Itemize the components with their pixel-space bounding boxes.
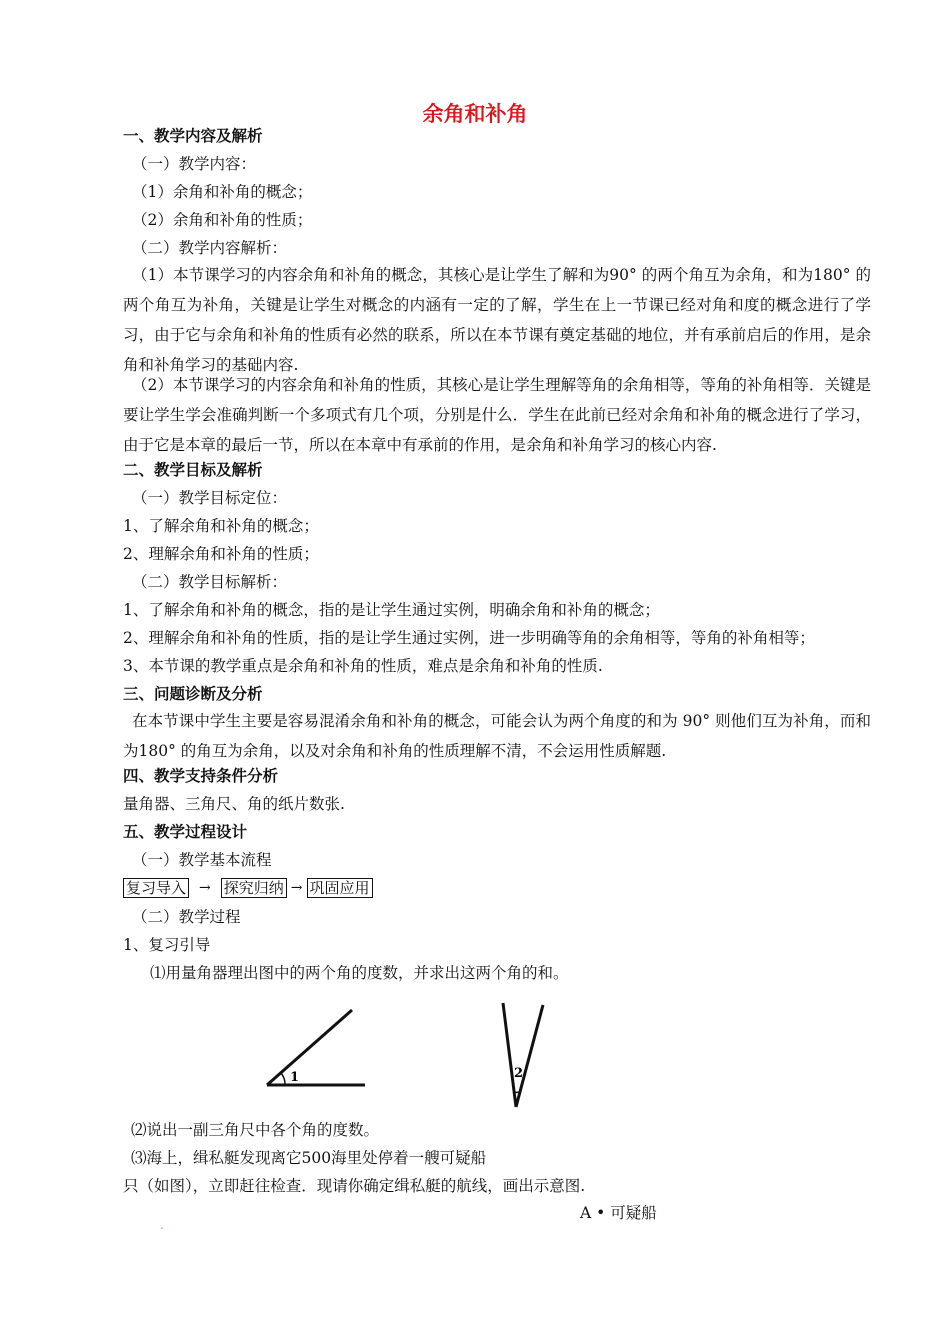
section-1-sub1: （一）教学内容：: [132, 155, 257, 173]
section-1-para2: （2）本节课学习的内容余角和补角的性质，其核心是让学生理解等角的余角相等，等角的补角相等．关键是要让学生学会准确判断一个多项式有几个项，分别是什么．学生在此前已经对余角和补角的概念进行了学习，由于它是本章的最后一节，所以在本章中有承前的作用，是余角和补角学习的核心内容.: [123, 376, 871, 454]
angle-figures: [250, 995, 550, 1115]
section-4-heading: 四、教学支持条件分析: [123, 767, 279, 785]
angle-1-figure: [267, 1010, 365, 1085]
section-2-item2: 2、理解余角和补角的性质；: [123, 545, 319, 563]
section-3-para: 在本节课中学生主要是容易混淆余角和补角的概念，可能会认为两个角度的和为 90° 则他们互为补角，而和为180° 的角互为余角，以及对余角和补角的性质理解不清，不会运用性质解题.: [123, 712, 871, 760]
section-2-item1: 1、了解余角和补角的概念；: [123, 517, 319, 535]
angle-2-figure: [503, 1003, 543, 1107]
section-4-text: 量角器、三角尺、角的纸片数张.: [123, 795, 345, 813]
section-5-sub2: （二）教学过程: [132, 908, 241, 926]
section-2-item4: 2、理解余角和补角的性质，指的是让学生通过实例，进一步明确等角的余角相等，等角的补角相等；: [123, 629, 815, 647]
section-5-sub1: （一）教学基本流程: [132, 851, 272, 869]
section-1-sub2: （二）教学内容解析：: [132, 239, 288, 257]
flow-step-review: 复习导入: [123, 878, 189, 898]
flow-arrow-icon: →: [199, 880, 211, 896]
section-2-sub1: （一）教学目标定位：: [132, 489, 288, 507]
flow-step-explore: 探究归纳: [221, 878, 287, 898]
page-title: 余角和补角: [422, 102, 528, 126]
section-1-item1: （1）余角和补角的概念；: [132, 183, 313, 201]
angle-1-label: 1: [290, 1070, 300, 1085]
question-3: ⑶海上，缉私艇发现离它500海里处停着一艘可疑船: [131, 1149, 487, 1167]
section-2-sub2: （二）教学目标解析：: [132, 573, 288, 591]
angle-2-label: 2: [514, 1066, 524, 1081]
teaching-flowchart: [123, 877, 373, 899]
question-3-continued: 只（如图），立即赶往检查．现请你确定缉私艇的航线，画出示意图.: [123, 1177, 586, 1195]
question-1: ⑴用量角器理出图中的两个角的度数，并求出这两个角的和。: [150, 964, 569, 982]
question-2: ⑵说出一副三角尺中各个角的度数。: [131, 1121, 380, 1139]
section-2-heading: 二、教学目标及解析: [123, 461, 263, 479]
section-1-item2: （2）余角和补角的性质；: [132, 211, 313, 229]
section-1-heading: 一、教学内容及解析: [123, 127, 263, 145]
section-2-item3: 1、了解余角和补角的概念，指的是让学生通过实例，明确余角和补角的概念；: [123, 601, 660, 619]
flow-step-apply: 巩固应用: [307, 878, 373, 898]
section-2-item5: 3、本节课的教学重点是余角和补角的性质，难点是余角和补角的性质.: [123, 657, 603, 675]
section-5-heading: 五、教学过程设计: [123, 823, 248, 841]
stray-mark: .: [160, 1218, 164, 1232]
section-3-heading: 三、问题诊断及分析: [123, 685, 263, 703]
flow-arrow-icon: →: [290, 880, 303, 896]
section-1-para1: （1）本节课学习的内容余角和补角的概念，其核心是让学生了解和为90° 的两个角互为余角，和为180° 的两个角互为补角，关键是让学生对概念的内涵有一定的了解，学生在上一节课已经对角和度的概念进行了学习，由于它与余角和补角的性质有必然的联系，所以在本节课有奠定基础的地位，并有承前启后的作用，是余角和补角学习的基础内容.: [123, 266, 871, 374]
suspicious-boat-label: A • 可疑船: [580, 1204, 657, 1222]
section-5-step1: 1、复习引导: [123, 936, 211, 954]
